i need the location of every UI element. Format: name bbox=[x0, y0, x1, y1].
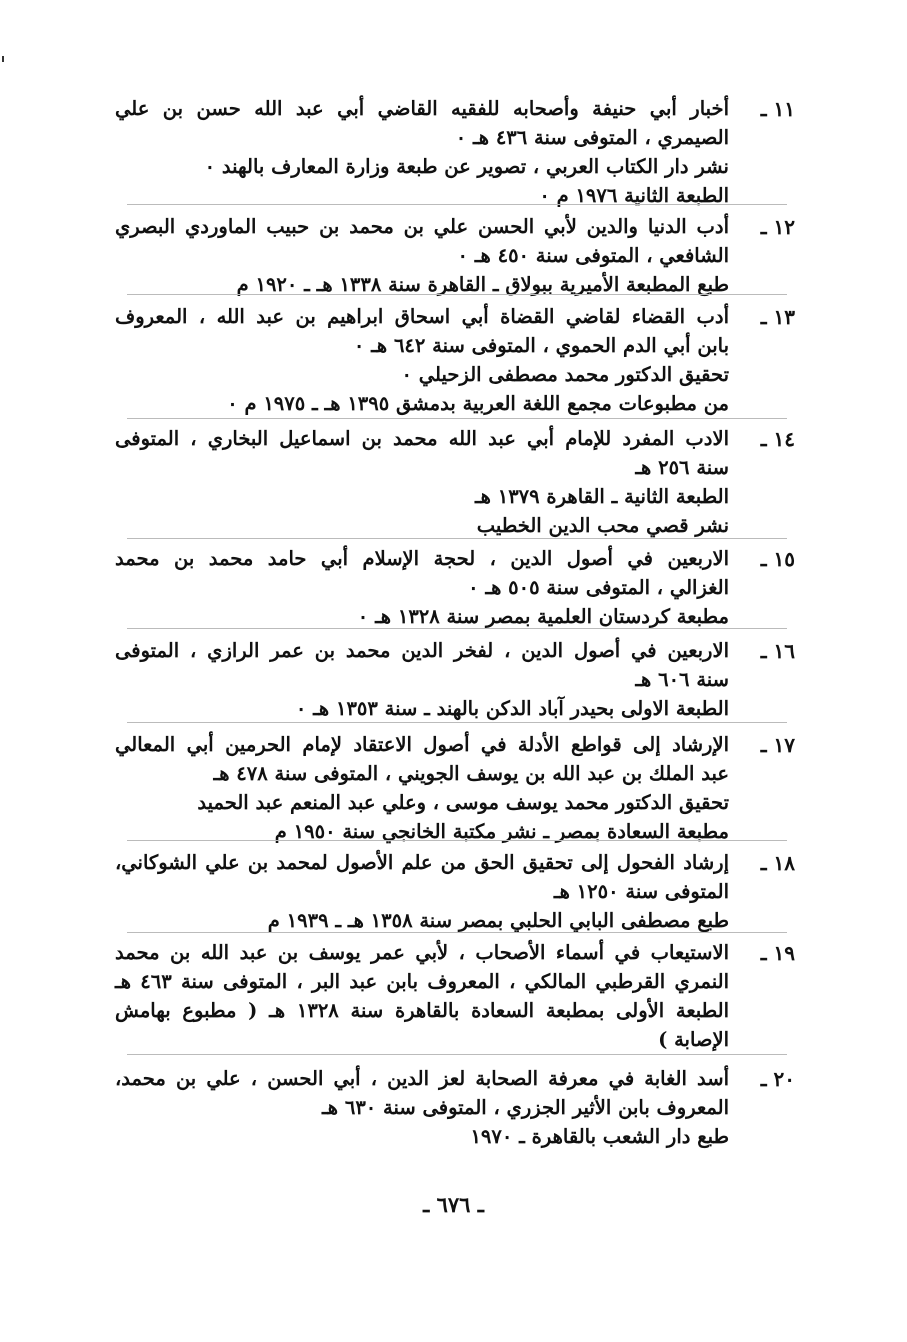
entry-number: ١٤ ـ bbox=[760, 427, 795, 451]
entry-line: طبع دار الشعب بالقاهرة ـ ١٩٧٠ bbox=[470, 1125, 729, 1148]
entry-body bbox=[115, 424, 729, 540]
entry-number: ١٧ ـ bbox=[760, 733, 795, 757]
entry-line: النمري القرطبي المالكي ، المعروف بابن عبد البر ، المتوفى سنة ٤٦٣ هـ bbox=[115, 970, 729, 993]
bibliography-entry-15 bbox=[115, 544, 795, 631]
entry-line: الطبعة الثانية ـ القاهرة ١٣٧٩ هـ bbox=[474, 485, 729, 508]
entry-number: ١٢ ـ bbox=[760, 215, 795, 239]
entry-divider bbox=[127, 204, 787, 205]
bibliography-entry-18 bbox=[115, 848, 795, 935]
entry-body bbox=[115, 938, 729, 1054]
margin-mark bbox=[2, 56, 4, 62]
entry-line: الغزالي ، المتوفى سنة ٥٠٥ هـ ٠ bbox=[468, 576, 729, 599]
entry-body bbox=[115, 636, 729, 723]
entry-body bbox=[115, 302, 729, 418]
entry-line: نشر قصي محب الدين الخطيب bbox=[476, 514, 729, 537]
entry-number: ١٩ ـ bbox=[760, 941, 795, 965]
entry-divider bbox=[127, 294, 787, 295]
entry-line: طبع مصطفى البابي الحلبي بمصر سنة ١٣٥٨ هـ ـ ١٩٣٩ م bbox=[267, 909, 729, 932]
entry-line: المتوفى سنة ١٢٥٠ هـ bbox=[553, 880, 729, 903]
entry-line: سنة ٦٠٦ هـ bbox=[635, 668, 729, 691]
bibliography-entry-17 bbox=[115, 730, 795, 846]
entry-number: ١٨ ـ bbox=[760, 851, 795, 875]
entry-divider bbox=[127, 538, 787, 539]
entry-line: بابن أبي الدم الحموي ، المتوفى سنة ٦٤٢ هـ ٠ bbox=[353, 334, 729, 357]
entry-line: مطبعة كردستان العلمية بمصر سنة ١٣٢٨ هـ ٠ bbox=[357, 605, 729, 628]
bibliography-entry-11 bbox=[115, 94, 795, 210]
entry-divider bbox=[127, 840, 787, 841]
entry-line: أدب الدنيا والدين لأبي الحسن علي بن محمد بن حبيب الماوردي البصري bbox=[115, 215, 729, 238]
entry-line: الاستيعاب في أسماء الأصحاب ، لأبي عمر يوسف بن عبد الله بن محمد bbox=[115, 941, 729, 964]
entry-line: الادب المفرد للإمام أبي عبد الله محمد بن اسماعيل البخاري ، المتوفى bbox=[115, 427, 729, 450]
entry-number: ٢٠ ـ bbox=[760, 1067, 795, 1091]
bibliography-entry-20 bbox=[115, 1064, 795, 1151]
entry-line: الاربعين في أصول الدين ، لفخر الدين محمد بن عمر الرازي ، المتوفى bbox=[115, 639, 729, 662]
entry-divider bbox=[127, 932, 787, 933]
entry-number: ١٦ ـ bbox=[760, 639, 795, 663]
entry-line: الشافعي ، المتوفى سنة ٤٥٠ هـ ٠ bbox=[457, 244, 729, 267]
entry-body bbox=[115, 212, 729, 299]
entry-line: من مطبوعات مجمع اللغة العربية بدمشق ١٣٩٥ هـ ـ ١٩٧٥ م ٠ bbox=[227, 392, 729, 415]
entry-number: ١٥ ـ bbox=[760, 547, 795, 571]
entry-body bbox=[115, 848, 729, 935]
entry-divider bbox=[127, 628, 787, 629]
bibliography-entry-12 bbox=[115, 212, 795, 299]
entry-line: الإرشاد إلى قواطع الأدلة في أصول الاعتقاد لإمام الحرمين أبي المعالي bbox=[115, 733, 729, 756]
bibliography-entry-19 bbox=[115, 938, 795, 1054]
entry-line: أدب القضاء لقاضي القضاة أبي اسحاق ابراهيم بن عبد الله ، المعروف bbox=[115, 305, 729, 328]
page-number: ـ ٦٧٦ ـ bbox=[423, 1192, 484, 1217]
entry-body bbox=[115, 544, 729, 631]
entry-line: أخبار أبي حنيفة وأصحابه للفقيه القاضي أبي عبد الله حسن بن علي bbox=[115, 97, 729, 120]
entry-line: طبع المطبعة الأميرية ببولاق ـ القاهرة سنة ١٣٣٨ هـ ـ ١٩٢٠ م bbox=[236, 273, 729, 296]
bibliography-entry-13 bbox=[115, 302, 795, 418]
entry-line: الصيمري ، المتوفى سنة ٤٣٦ هـ ٠ bbox=[455, 126, 729, 149]
entry-line: مطبعة السعادة بمصر ـ نشر مكتبة الخانجي سنة ١٩٥٠ م bbox=[274, 820, 729, 843]
bibliography-entry-16 bbox=[115, 636, 795, 723]
entry-line: نشر دار الكتاب العربي ، تصوير عن طبعة وزارة المعارف بالهند ٠ bbox=[204, 155, 729, 178]
entry-line: الطبعة الثانية ١٩٧٦ م ٠ bbox=[539, 184, 729, 207]
entry-line: المعروف بابن الأثير الجزري ، المتوفى سنة ٦٣٠ هـ bbox=[322, 1096, 729, 1119]
entry-body bbox=[115, 1064, 729, 1151]
entry-line: الإصابة ) bbox=[658, 1028, 729, 1051]
entry-line: إرشاد الفحول إلى تحقيق الحق من علم الأصول لمحمد بن علي الشوكاني، bbox=[115, 851, 729, 874]
entry-line: سنة ٢٥٦ هـ bbox=[635, 456, 729, 479]
entry-line: تحقيق الدكتور محمد يوسف موسى ، وعلي عبد المنعم عبد الحميد bbox=[197, 791, 729, 814]
bibliography-entry-14 bbox=[115, 424, 795, 540]
entry-line: أسد الغابة في معرفة الصحابة لعز الدين ، أبي الحسن ، علي بن محمد، bbox=[115, 1067, 729, 1090]
entry-divider bbox=[127, 722, 787, 723]
entry-number: ١١ ـ bbox=[760, 97, 795, 121]
entry-line: عبد الملك بن عبد الله بن يوسف الجويني ، المتوفى سنة ٤٧٨ هـ bbox=[213, 762, 729, 785]
entry-body bbox=[115, 94, 729, 210]
entry-number: ١٣ ـ bbox=[760, 305, 795, 329]
entry-divider bbox=[127, 1054, 787, 1055]
entry-body bbox=[115, 730, 729, 846]
entry-line: الطبعة الأولى بمطبعة السعادة بالقاهرة سنة ١٣٢٨ هـ ( مطبوع بهامش bbox=[115, 999, 729, 1022]
entry-line: تحقيق الدكتور محمد مصطفى الزحيلي ٠ bbox=[401, 363, 729, 386]
entry-divider bbox=[127, 418, 787, 419]
entry-line: الاربعين في أصول الدين ، لحجة الإسلام أبي حامد محمد بن محمد bbox=[115, 547, 729, 570]
entry-line: الطبعة الاولى بحيدر آباد الدكن بالهند ـ سنة ١٣٥٣ هـ ٠ bbox=[295, 697, 729, 720]
